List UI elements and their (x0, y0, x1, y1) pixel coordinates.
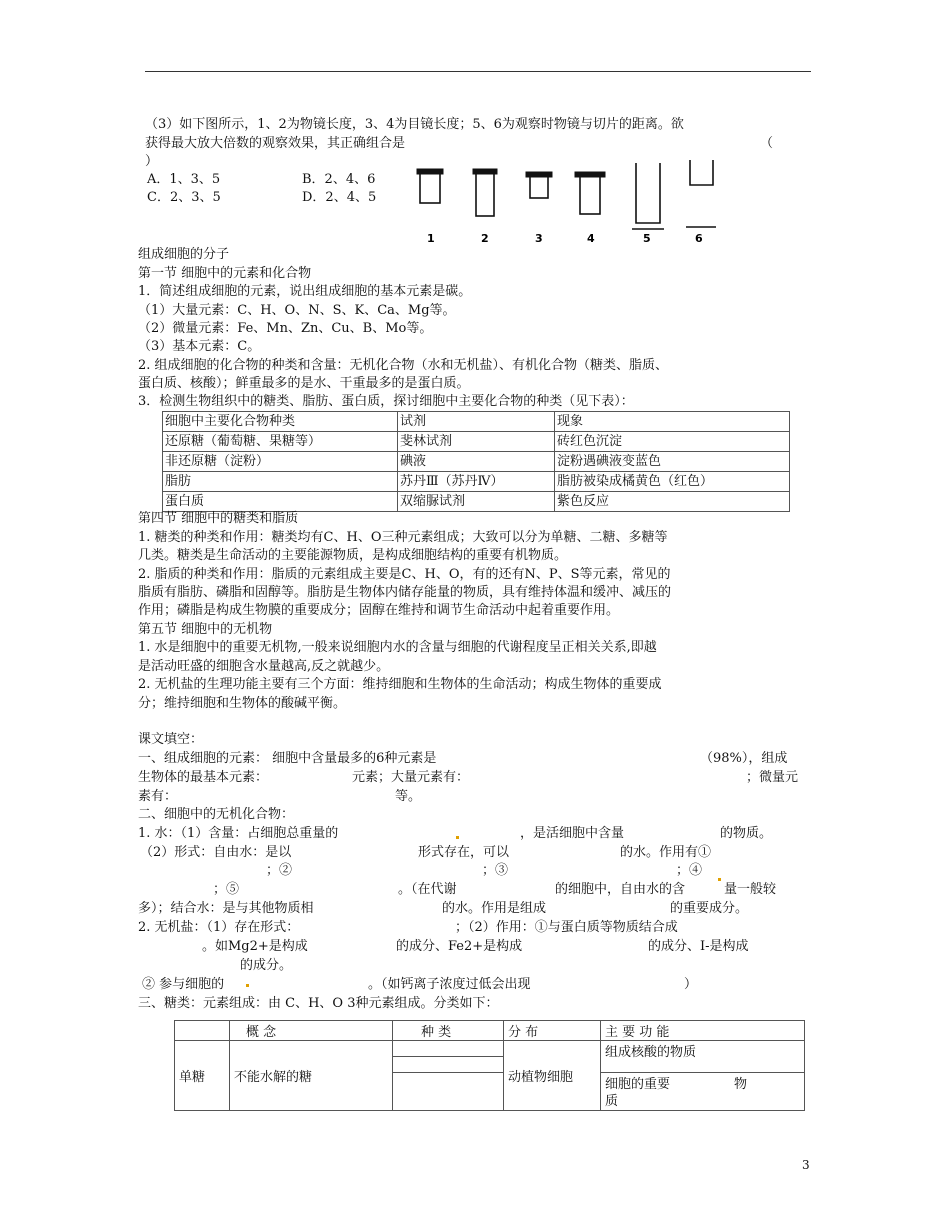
lens-label-5: 5 (643, 232, 651, 245)
distance-5 (632, 163, 664, 229)
table-cell: 非还原糖（淀粉） (163, 452, 398, 472)
table-cell: 试剂 (398, 412, 555, 432)
option-b: B．2、4、6 (302, 172, 376, 187)
fill-b3a: ；② (266, 863, 293, 878)
q3-paren-close: ） (145, 154, 159, 169)
sec1-line7: 3．检测生物组织中的糖类、脂肪、蛋白质，探讨细胞中主要化合物的种类（见下表）： (138, 394, 634, 409)
table-header: 概 念 (230, 1021, 393, 1041)
fill-b1c: 的物质。 (720, 826, 773, 841)
page-number: 3 (802, 1158, 810, 1172)
fill-c4b: 。（如钙离子浓度过低会出现 (368, 977, 531, 992)
sec5-line2: 是活动旺盛的细胞含水量越高,反之就越少。 (138, 659, 390, 674)
fill-a3: 素有： (138, 789, 178, 804)
sec4-line4: 脂质有脂肪、磷脂和固醇等。脂肪是生物体内储存能量的物质，具有维持体温和缓冲、减压的 (138, 585, 672, 600)
table-cell: 脂肪被染成橘黄色（红色） (555, 472, 790, 492)
sec4-line2: 几类。糖类是生命活动的主要能源物质，是构成细胞结构的重要有机物质。 (138, 548, 568, 563)
fill-c1: 2. 无机盐：（1）存在形式： (138, 920, 300, 935)
distance-6 (686, 160, 716, 227)
table-row (163, 472, 790, 492)
table-header: 种 类 (393, 1021, 504, 1041)
objective-lens-2 (473, 169, 497, 216)
func2-text: 物 (734, 1076, 748, 1092)
sec1-line4: （3）基本元素：C。 (138, 339, 261, 354)
table-cell (175, 1021, 230, 1041)
sugar-table (174, 1020, 805, 1111)
table-row (163, 412, 790, 432)
sec4-title: 第四节 细胞中的糖类和脂质 (138, 511, 299, 526)
header-rule (145, 71, 811, 72)
fill-b3b: ；③ (482, 863, 509, 878)
table-cell: 苏丹Ⅲ（苏丹Ⅳ） (398, 472, 555, 492)
func2-text: 质 (605, 1093, 619, 1109)
sec1-line1: 1．简述组成细胞的元素，说出组成细胞的基本元素是碳。 (138, 284, 472, 299)
fill-b0: 二、细胞中的无机化合物： (138, 807, 295, 822)
table-cell (393, 1073, 504, 1111)
fill-a3b: 等。 (395, 789, 422, 804)
sec1-line2: （1）大量元素：C、H、O、N、S、K、Ca、Mg等。 (138, 303, 456, 318)
option-a: A．1、3、5 (147, 172, 221, 187)
fill-d0: 三、糖类：元素组成：由 C、H、O 3种元素组成。分类如下： (138, 996, 499, 1011)
table-row (163, 432, 790, 452)
q3-line2: 获得最大放大倍数的观察效果，其正确组合是 (145, 136, 406, 151)
fill-c2: 。如Mg2+是构成 (202, 939, 308, 954)
fill-a2b: 元素；大量元素有： (352, 770, 470, 785)
fill-b5b: 的水。作用是组成 (442, 901, 547, 916)
table-cell: 还原糖（葡萄糖、果糖等） (163, 432, 398, 452)
fill-b4d: 量一般较 (724, 882, 777, 897)
table-header: 分 布 (504, 1021, 601, 1041)
sec5-line4: 分；维持细胞和生物体的酸碱平衡。 (138, 696, 347, 711)
row-label: 单糖 (175, 1041, 230, 1111)
table-cell: 斐林试剂 (398, 432, 555, 452)
fill-a2: 生物体的最基本元素： (138, 770, 269, 785)
q3-paren-open: （ (760, 136, 774, 151)
sec5-line1: 1. 水是细胞中的重要无机物,一般来说细胞内水的含量与细胞的代谢程度呈正相关关系,即越 (138, 640, 657, 655)
sec5-title: 第五节 细胞中的无机物 (138, 622, 273, 637)
table-cell: 砖红色沉淀 (555, 432, 790, 452)
sec4-line5: 作用；磷脂是构成生物膜的重要成分；固醇在维持和调节生命活动中起着重要作用。 (138, 603, 620, 618)
table-cell (601, 1073, 805, 1111)
lens-label-4: 4 (587, 232, 595, 245)
sec1-line5: 2. 组成细胞的化合物的种类和含量：无机化合物（水和无机盐）、有机化合物（糖类、脂质、 (138, 358, 669, 373)
fill-c2b: 的成分、Fe2+是构成 (396, 939, 523, 954)
table-cell: 蛋白质 (163, 492, 398, 512)
table-cell: 动植物细胞 (504, 1041, 601, 1111)
fill-b5: 多）；结合水：是与其他物质相 (138, 901, 314, 916)
sec1-title: 第一节 细胞中的元素和化合物 (138, 266, 312, 281)
fill-b2: （2）形式：自由水：是以 (140, 845, 292, 860)
lens-label-1: 1 (427, 232, 435, 245)
eyepiece-lens-3 (526, 172, 552, 198)
fill-c4c: ） (684, 977, 698, 992)
q3-line1: （3）如下图所示，1、2为物镜长度，3、4为目镜长度；5、6为观察时物镜与切片的距离。欲 (145, 117, 684, 132)
table-header: 主 要 功 能 (601, 1021, 805, 1041)
lens-label-6: 6 (695, 232, 703, 245)
table-cell (393, 1057, 504, 1073)
fill-b5c: 的重要成分。 (670, 901, 749, 916)
table-cell: 不能水解的糖 (230, 1041, 393, 1111)
table-row (163, 452, 790, 472)
table-cell (393, 1041, 504, 1057)
objective-lens-1 (417, 169, 443, 203)
fill-c4: ② 参与细胞的 (142, 977, 225, 992)
fill-b3c: ；④ (676, 863, 703, 878)
table-cell: 脂肪 (163, 472, 398, 492)
fill-a1b: （98%），组成 (700, 751, 788, 766)
table-cell: 淀粉遇碘液变蓝色 (555, 452, 790, 472)
option-d: D．2、4、5 (302, 190, 377, 205)
fill-a2c: ；微量元 (746, 770, 799, 785)
table-cell: 碘液 (398, 452, 555, 472)
fill-title: 课文填空： (138, 732, 204, 747)
fill-b4a: ；⑤ (213, 882, 240, 897)
table-cell: 组成核酸的物质 (601, 1041, 805, 1073)
table-row (175, 1021, 805, 1041)
fill-a1: 一、组成细胞的元素： 细胞中含量最多的6种元素是 (138, 751, 437, 766)
table-cell: 紫色反应 (555, 492, 790, 512)
table-row (175, 1041, 805, 1057)
orange-mark (456, 836, 459, 839)
orange-mark (718, 878, 721, 881)
fill-b4c: 的细胞中，自由水的含 (555, 882, 686, 897)
lens-figure (410, 155, 730, 250)
sec1-line6: 蛋白质、核酸）；鲜重最多的是水、干重最多的是蛋白质。 (138, 376, 470, 391)
fill-b4b: 。（在代谢 (398, 882, 457, 897)
sec4-line1: 1. 糖类的种类和作用：糖类均有C、H、O三种元素组成；大致可以分为单糖、二糖、多糖等 (138, 530, 668, 545)
table-row (163, 492, 790, 512)
sec1-line3: （2）微量元素：Fe、Mn、Zn、Cu、B、Mo等。 (138, 321, 433, 336)
fill-c1b: ；（2）作用：①与蛋白质等物质结合成 (455, 920, 678, 935)
fill-c2c: 的成分、I-是构成 (648, 939, 749, 954)
fill-b2c: 的水。作用有① (620, 845, 712, 860)
option-c: C．2、3、5 (147, 190, 221, 205)
lens-label-2: 2 (481, 232, 489, 245)
fill-b1: 1. 水：（1）含量：占细胞总重量的 (138, 826, 339, 841)
func2-text: 细胞的重要 (605, 1076, 671, 1092)
fill-b2b: 形式存在，可以 (418, 845, 510, 860)
sec5-line3: 2. 无机盐的生理功能主要有三个方面：维持细胞和生物体的生命活动；构成生物体的重要成 (138, 677, 662, 692)
orange-mark (246, 984, 249, 987)
sec4-line3: 2. 脂质的种类和作用：脂质的元素组成主要是C、H、O，有的还有N、P、S等元素，常见的 (138, 567, 671, 582)
lens-label-3: 3 (535, 232, 543, 245)
fill-c3: 的成分。 (240, 958, 293, 973)
reagent-table (162, 411, 790, 512)
table-cell: 细胞中主要化合物种类 (163, 412, 398, 432)
table-cell: 现象 (555, 412, 790, 432)
section-title: 组成细胞的分子 (138, 247, 230, 262)
table-cell: 双缩脲试剂 (398, 492, 555, 512)
eyepiece-lens-4 (575, 172, 605, 214)
fill-b1b: ，是活细胞中含量 (520, 826, 625, 841)
